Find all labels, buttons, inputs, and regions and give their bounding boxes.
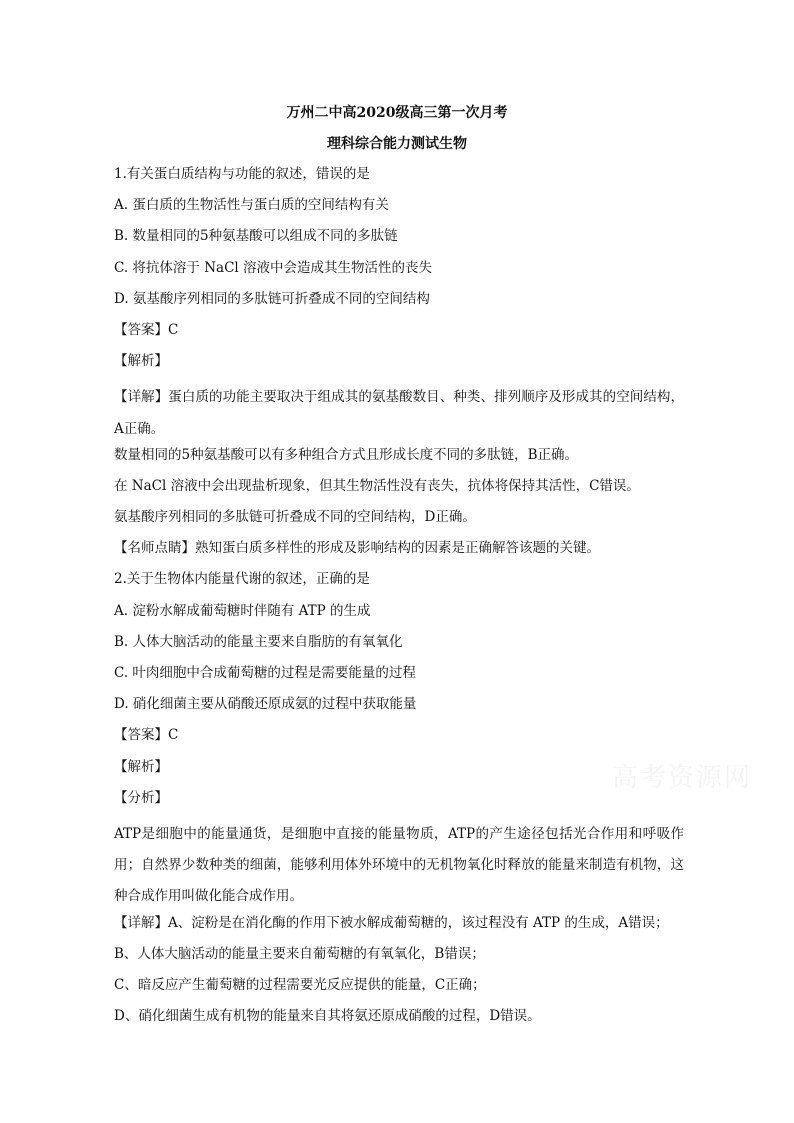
document-body xyxy=(114,164,684,1037)
question-1-analysis-label: 【解析】 xyxy=(114,353,168,370)
question-2-option-c: C. 叶肉细胞中合成葡萄糖的过程是需要能量的过程 xyxy=(114,665,416,682)
question-1-detail-1: 【详解】蛋白质的功能主要取决于组成其的氨基酸数目、种类、排列顺序及形成其的空间结构，A正确。 xyxy=(114,389,684,437)
exam-title: 万州二中高2020级高三第一次月考 xyxy=(286,105,508,121)
question-2-stem: 2.关于生物体内能量代谢的叙述，正确的是 xyxy=(114,571,370,588)
question-2-detail-4: D、硝化细菌生成有机物的能量来自其将氨还原成硝酸的过程，D错误。 xyxy=(114,1008,541,1025)
question-2-detail-3: C、暗反应产生葡萄糖的过程需要光反应提供的能量，C正确； xyxy=(114,976,486,993)
question-2-fenxi-text: ATP是细胞中的能量通货，是细胞中直接的能量物质，ATP的产生途径包括光合作用和呼吸作用；自然界少数种类的细菌，能够利用体外环境中的无机物氧化时释放的能量来制造有机物，这种合成作用叫做化能合成作用。 xyxy=(114,825,684,905)
watermark: 高考资源网 xyxy=(612,763,753,793)
question-1-option-c: C. 将抗体溶于 NaCl 溶液中会造成其生物活性的丧失 xyxy=(114,259,433,276)
question-1-option-b: B. 数量相同的5种氨基酸可以组成不同的多肽链 xyxy=(114,228,398,245)
question-1-answer: 【答案】C xyxy=(114,321,179,338)
question-1-stem: 1.有关蛋白质结构与功能的叙述，错误的是 xyxy=(114,166,370,182)
question-2-fenxi-label: 【分析】 xyxy=(114,789,168,806)
question-1-option-a: A. 蛋白质的生物活性与蛋白质的空间结构有关 xyxy=(114,197,389,214)
question-2-option-a: A. 淀粉水解成葡萄糖时伴随有 ATP 的生成 xyxy=(114,602,371,619)
question-2-analysis-label: 【解析】 xyxy=(114,758,168,775)
question-1-tip: 【名师点睛】熟知蛋白质多样性的形成及影响结构的因素是正确解答该题的关键。 xyxy=(114,540,600,557)
question-2-answer: 【答案】C xyxy=(114,727,179,744)
question-2-detail-2: B、人体大脑活动的能量主要来自葡萄糖的有氧氧化，B错误； xyxy=(114,945,485,962)
question-2-detail-1: 【详解】A、淀粉是在消化酶的作用下被水解成葡萄糖的，该过程没有 ATP 的生成，A错误； xyxy=(114,914,669,931)
question-1-detail-3: 在 NaCl 溶液中会出现盐析现象，但其生物活性没有丧失，抗体将保持其活性，C错误。 xyxy=(114,477,640,494)
question-1-detail-2: 数量相同的5种氨基酸可以有多种组合方式且形成长度不同的多肽链，B正确。 xyxy=(114,446,579,463)
exam-subtitle: 理科综合能力测试生物 xyxy=(327,136,467,152)
question-2-option-b: B. 人体大脑活动的能量主要来自脂肪的有氧氧化 xyxy=(114,633,403,650)
question-1-option-d: D. 氨基酸序列相同的多肽链可折叠成不同的空间结构 xyxy=(114,290,430,307)
question-2-option-d: D. 硝化细菌主要从硝酸还原成氨的过程中获取能量 xyxy=(114,696,417,713)
question-1-detail-4: 氨基酸序列相同的多肽链可折叠成不同的空间结构，D正确。 xyxy=(114,509,476,526)
